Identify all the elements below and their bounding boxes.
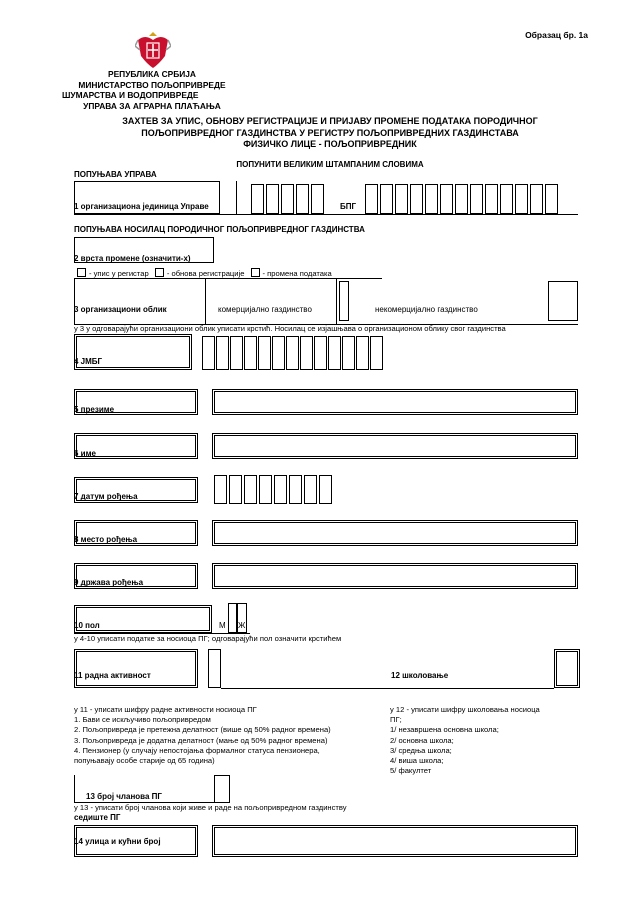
- note12-line-2: ПГ;: [390, 715, 402, 725]
- birth-date-cell-7[interactable]: [304, 475, 317, 504]
- org-form-commercial: комерцијално газдинство: [218, 305, 312, 314]
- bpg-cell-7[interactable]: [455, 184, 468, 214]
- birth-date-cell-2[interactable]: [229, 475, 242, 504]
- name-input[interactable]: [212, 433, 578, 459]
- note11-line-3: 2. Пољопривреда је претежна делатност (више од 50% радног времена): [74, 725, 331, 735]
- field10-label: 10 пол: [74, 621, 100, 630]
- note11-line-5: 4. Пензионер (у случају непостојања формалног статуса пензионера,: [74, 745, 320, 755]
- birth-place-input[interactable]: [212, 520, 578, 546]
- note-field13: у 13 - уписати број чланова који живе и раде на пољопривредном газдинству: [74, 803, 347, 812]
- option-renewal: - обнова регистрације: [166, 269, 245, 278]
- field13-label: 13 број чланова ПГ: [86, 792, 162, 801]
- note11-line-6: попуњавају особе старије од 65 година): [74, 756, 215, 766]
- note12-line-6: 4/ виша школа;: [390, 756, 444, 766]
- field1-label: 1 организациона јединица Управе: [74, 202, 209, 211]
- bpg-cell-1[interactable]: [365, 184, 378, 214]
- title-line-3: ФИЗИЧКО ЛИЦЕ - ПОЉОПРИВРЕДНИК: [243, 139, 417, 149]
- bpg-label: БПГ: [340, 202, 357, 211]
- checkbox-noncommercial[interactable]: [548, 281, 578, 321]
- coat-of-arms-icon: [135, 30, 171, 70]
- header-agency: УПРАВА ЗА АГРАРНА ПЛАЋАЊА: [83, 100, 221, 111]
- note11-line-1: у 11 - уписати шифру радне активности носиоца ПГ: [74, 705, 257, 714]
- org-unit-cell-5[interactable]: [311, 184, 324, 214]
- birth-date-cell-8[interactable]: [319, 475, 332, 504]
- field8-label: 8 место рођења: [74, 535, 138, 544]
- title-line-1: ЗАХТЕВ ЗА УПИС, ОБНОВУ РЕГИСТРАЦИЈЕ И ПРИЈАВУ ПРОМЕНЕ ПОДАТАКА ПОРОДИЧНОГ: [122, 116, 538, 126]
- checkbox-commercial[interactable]: [339, 281, 349, 321]
- option-register: - упис у регистар: [89, 269, 149, 278]
- bpg-cell-6[interactable]: [440, 184, 453, 214]
- bpg-cell-2[interactable]: [380, 184, 393, 214]
- jmbg-cell-3[interactable]: [230, 336, 243, 370]
- gender-z-label: Ж: [238, 621, 246, 630]
- field5-label: 5 презиме: [74, 405, 115, 414]
- org-form-noncommercial: некомерцијално газдинство: [375, 305, 478, 314]
- header-ministry: МИНИСТАРСТВО ПОЉОПРИВРЕДЕ: [78, 79, 226, 90]
- bpg-cell-13[interactable]: [545, 184, 558, 214]
- jmbg-cell-1[interactable]: [202, 336, 215, 370]
- seat-heading: седиште ПГ: [74, 813, 121, 822]
- bpg-cell-10[interactable]: [500, 184, 513, 214]
- bpg-cell-3[interactable]: [395, 184, 408, 214]
- jmbg-cell-13[interactable]: [370, 336, 383, 370]
- checkbox-register[interactable]: [77, 268, 86, 277]
- field3-label: 3 организациони облик: [74, 305, 167, 314]
- row1-bottom-line: [74, 214, 578, 215]
- checkbox-renewal[interactable]: [155, 268, 164, 277]
- fill-instruction: ПОПУНИТИ ВЕЛИКИМ ШТАМПАНИМ СЛОВИМА: [236, 160, 424, 169]
- section-holder: ПОПУЊАВА НОСИЛАЦ ПОРОДИЧНОГ ПОЉОПРИВРЕДНОГ ГАЗДИНСТВА: [74, 225, 365, 234]
- jmbg-cell-12[interactable]: [356, 336, 369, 370]
- note12-line-7: 5/ факултет: [390, 766, 432, 776]
- row3-divider-2: [336, 278, 337, 324]
- org-unit-cell-3[interactable]: [281, 184, 294, 214]
- jmbg-cell-2[interactable]: [216, 336, 229, 370]
- form-code: Образац бр. 1а: [525, 30, 588, 40]
- jmbg-cell-7[interactable]: [286, 336, 299, 370]
- checkbox-change[interactable]: [251, 268, 260, 277]
- note-field11: [74, 705, 331, 766]
- field2-label: 2 врста промене (означити-х): [74, 254, 191, 263]
- birth-date-cell-6[interactable]: [289, 475, 302, 504]
- field11-label: 11 радна активност: [74, 671, 151, 680]
- org-unit-cell-2[interactable]: [266, 184, 279, 214]
- note-fields-4-10: у 4-10 уписати податке за носиоца ПГ; одговарајући пол означити крстићем: [74, 634, 342, 643]
- note12-line-4: 2/ основна школа;: [390, 735, 454, 745]
- birth-date-cell-5[interactable]: [274, 475, 287, 504]
- birth-date-cell-3[interactable]: [244, 475, 257, 504]
- form-title: [60, 116, 600, 151]
- jmbg-cell-4[interactable]: [244, 336, 257, 370]
- gender-z-box[interactable]: [236, 603, 247, 633]
- option-change: - промена података: [262, 269, 332, 278]
- note11-line-2: 1. Бави се искључиво пољопривредом: [74, 715, 211, 725]
- bpg-cell-9[interactable]: [485, 184, 498, 214]
- row13-left-line: [74, 775, 75, 802]
- jmbg-cell-9[interactable]: [314, 336, 327, 370]
- jmbg-cell-10[interactable]: [328, 336, 341, 370]
- bpg-cell-5[interactable]: [425, 184, 438, 214]
- note12-line-3: 1/ незавршена основна школа;: [390, 725, 499, 735]
- bpg-cell-12[interactable]: [530, 184, 543, 214]
- section-admin: ПОПУЊАВА УПРАВА: [74, 170, 157, 179]
- field7-label: 7 датум рођења: [74, 492, 138, 501]
- header-block: [62, 69, 242, 111]
- education-cell[interactable]: [554, 649, 580, 688]
- note-field3: у 3 у одговарајући организациони облик уписати крстић. Носилац се изјашњава о организационом облику свог газдинства: [74, 324, 506, 333]
- header-republic: РЕПУБЛИКА СРБИЈА: [108, 69, 196, 79]
- change-type-options: [77, 268, 332, 278]
- note-field12: [390, 705, 540, 776]
- title-line-2: ПОЉОПРИВРЕДНОГ ГАЗДИНСТВА У РЕГИСТРУ ПОЉОПРИВРЕДНИХ ГАЗДИНСТАВА: [141, 127, 519, 138]
- street-input[interactable]: [212, 825, 578, 857]
- note12-line-5: 3/ средња школа;: [390, 745, 452, 755]
- members-count-cell[interactable]: [214, 775, 230, 802]
- bpg-cell-8[interactable]: [470, 184, 483, 214]
- org-unit-cell-4[interactable]: [296, 184, 309, 214]
- bpg-cell-4[interactable]: [410, 184, 423, 214]
- surname-input[interactable]: [212, 389, 578, 415]
- jmbg-cell-11[interactable]: [342, 336, 355, 370]
- birth-date-cell-1[interactable]: [214, 475, 227, 504]
- header-ministry-2: ШУМАРСТВА И ВОДОПРИВРЕДЕ: [62, 90, 199, 100]
- field11-label-box: [74, 649, 198, 688]
- row3-left-line: [74, 278, 75, 324]
- jmbg-cell-5[interactable]: [258, 336, 271, 370]
- work-activity-cell[interactable]: [208, 649, 221, 688]
- jmbg-cell-6[interactable]: [272, 336, 285, 370]
- gender-m-label: М: [219, 621, 226, 630]
- bpg-cell-11[interactable]: [515, 184, 528, 214]
- row12-bottom-line: [388, 688, 554, 689]
- note11-line-4: 3. Пољопривреда је додатна делатност (мање од 50% радног времена): [74, 735, 328, 745]
- org-unit-cell-1[interactable]: [251, 184, 264, 214]
- field14-label: 14 улица и кућни број: [74, 837, 161, 846]
- birth-date-cell-4[interactable]: [259, 475, 272, 504]
- row3-divider-1: [205, 278, 206, 324]
- birth-country-input[interactable]: [212, 563, 578, 589]
- note12-line-1: у 12 - уписати шифру школовања носиоца: [390, 705, 540, 714]
- field12-label: 12 школовање: [391, 671, 449, 680]
- field9-label: 9 држава рођења: [74, 578, 144, 587]
- row11-bottom-line: [221, 688, 391, 689]
- jmbg-cell-8[interactable]: [300, 336, 313, 370]
- field6-label: 6 име: [74, 449, 96, 458]
- field4-label: 4 ЈМБГ: [74, 357, 103, 366]
- field1-divider: [236, 181, 237, 214]
